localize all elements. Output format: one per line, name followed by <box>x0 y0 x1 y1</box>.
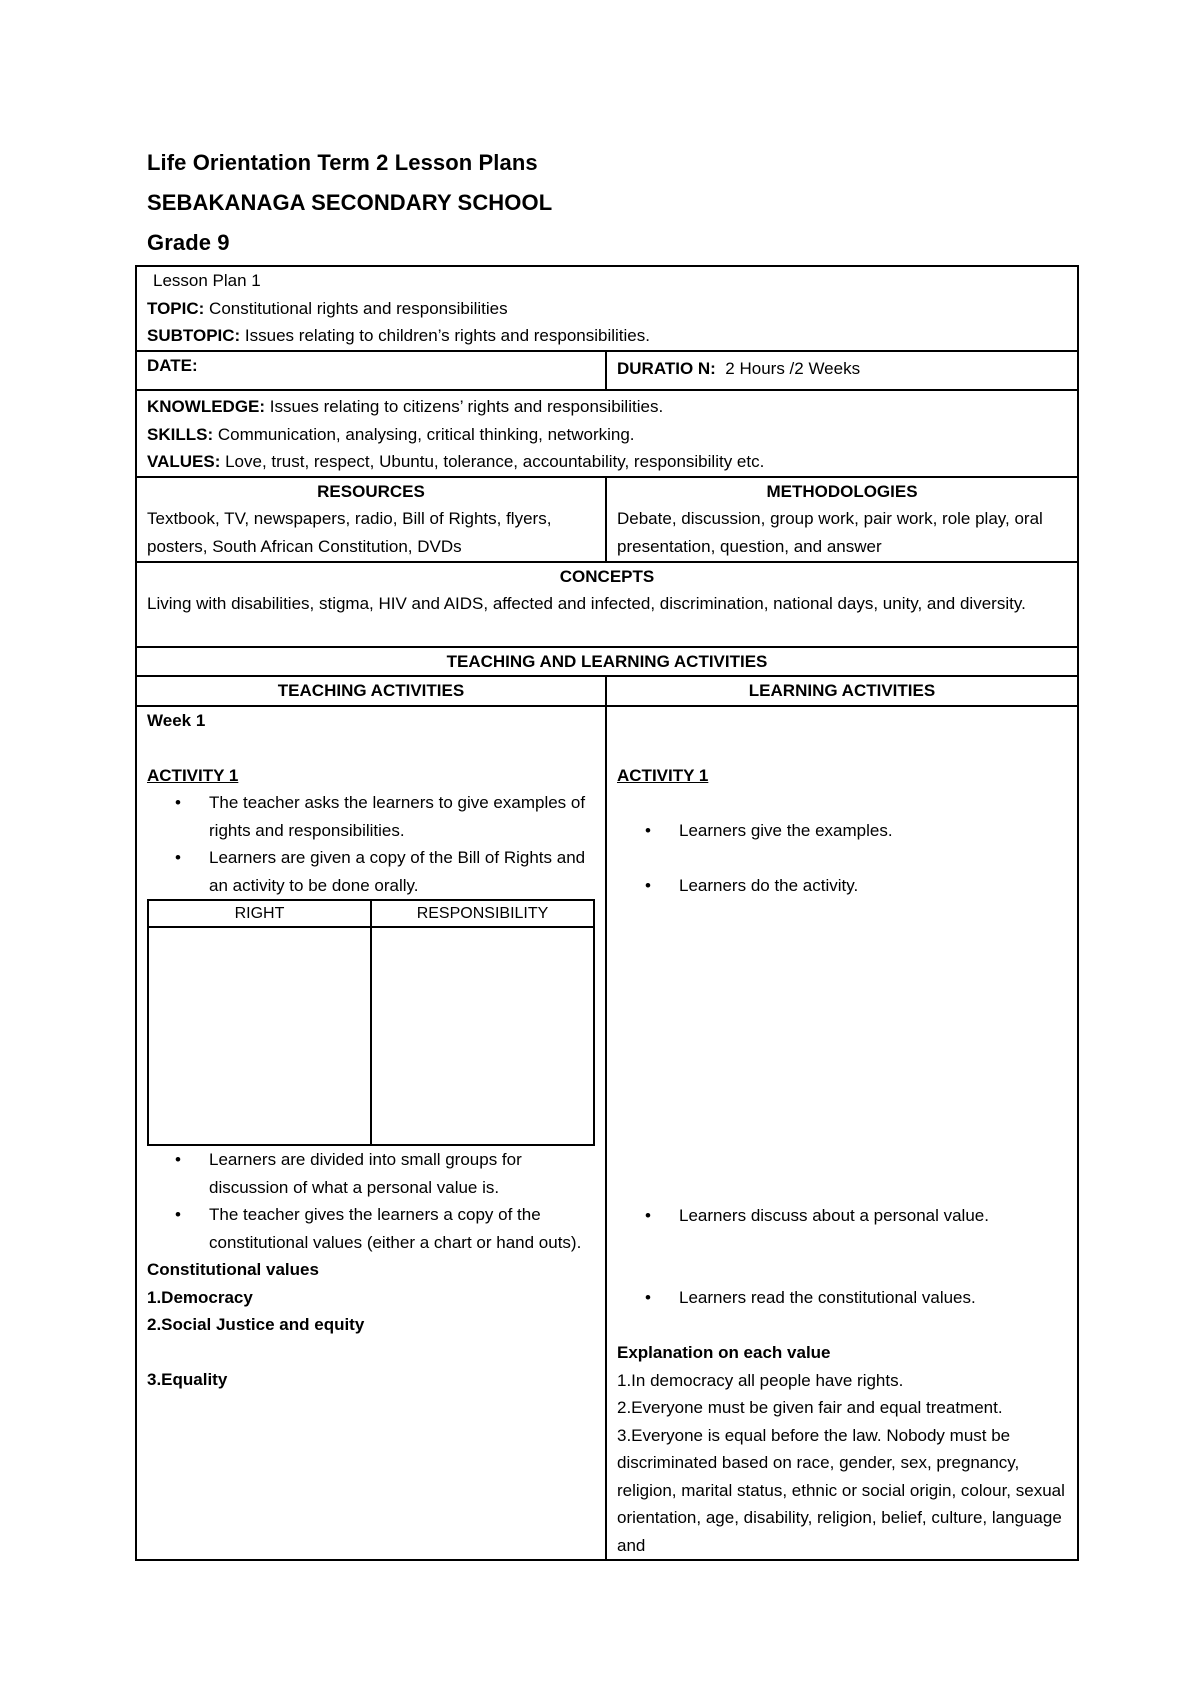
learning-activity-label: ACTIVITY 1 <box>617 765 709 785</box>
learning-bullets-1 <box>617 817 1067 845</box>
responsibility-column-header: RESPONSIBILITY <box>371 900 594 927</box>
list-item: • Learners read the constitutional values. <box>679 1284 1067 1312</box>
skills-label: SKILLS: <box>147 424 214 444</box>
explanation-heading: Explanation on each value <box>617 1343 831 1362</box>
knowledge-row <box>136 390 1078 477</box>
learning-column <box>606 706 1078 1561</box>
learning-bullets-4 <box>617 1284 1067 1312</box>
list-item: • Learners discuss about a personal value. <box>679 1202 1067 1230</box>
resources-heading: RESOURCES <box>317 481 425 501</box>
methodologies-heading: METHODOLOGIES <box>766 481 918 501</box>
subtopic-line <box>147 322 1067 350</box>
value-item: 2.Social Justice and equity <box>147 1315 365 1334</box>
values-label: VALUES: <box>147 452 221 471</box>
values-line <box>147 448 1067 476</box>
school-name: SEBAKANAGA SECONDARY SCHOOL <box>147 190 553 215</box>
explanation-item: 2.Everyone must be given fair and equal treatment. <box>617 1398 1003 1417</box>
topic-line <box>147 295 1067 323</box>
teaching-bullets-1 <box>147 789 595 899</box>
knowledge-line <box>147 393 1067 421</box>
lesson-plan-label: Lesson Plan 1 <box>153 271 261 290</box>
date-row <box>136 351 1078 390</box>
teaching-bullets-2 <box>147 1146 595 1256</box>
learning-bullets-3 <box>617 1202 1067 1230</box>
list-item: • The teacher gives the learners a copy of the constitutional values (either a chart or hand outs). <box>209 1201 595 1256</box>
constitutional-values-heading: Constitutional values <box>147 1260 319 1279</box>
skills-line <box>147 421 1067 449</box>
resources-text: Textbook, TV, newspapers, radio, Bill of Rights, flyers, posters, South African Constitution, DVDs <box>147 509 552 556</box>
subtopic-value: Issues relating to children’s rights and responsibilities. <box>240 326 650 345</box>
explanation-item: 3.Everyone is equal before the law. Nobody must be discriminated based on race, gender, sex, pregnancy, religion, marital status, ethnic or social origin, colour, sexual orientation, age, disability, religion, belief, culture, language and <box>617 1425 1065 1555</box>
document-title: Life Orientation Term 2 Lesson Plans <box>147 150 538 175</box>
resources-row <box>136 477 1078 562</box>
list-item: • Learners are given a copy of the Bill of Rights and an activity to be done orally. <box>209 844 595 899</box>
activities-heading: TEACHING AND LEARNING ACTIVITIES <box>446 651 768 671</box>
concepts-heading: CONCEPTS <box>559 566 655 586</box>
subtopic-label: SUBTOPIC: <box>147 326 241 345</box>
topic-value: Constitutional rights and responsibilities <box>204 298 508 318</box>
concepts-row <box>136 562 1078 647</box>
list-item: • The teacher asks the learners to give examples of rights and responsibilities. <box>209 789 595 844</box>
list-item: • Learners do the activity. <box>679 872 1067 900</box>
responsibility-column-cell <box>371 927 594 1145</box>
teaching-activity-label: ACTIVITY 1 <box>147 765 239 785</box>
teaching-activities-heading: TEACHING ACTIVITIES <box>277 681 465 700</box>
duration-label: DURATIO N: <box>617 359 716 378</box>
concepts-text: Living with disabilities, stigma, HIV and AIDS, affected and infected, discrimination, national days, unity, and diversity. <box>147 594 1026 613</box>
grade-label: Grade 9 <box>147 230 230 255</box>
skills-value: Communication, analysing, critical thinking, networking. <box>213 424 635 444</box>
rights-responsibilities-table <box>147 899 595 1146</box>
list-item: • Learners are divided into small groups for discussion of what a personal value is. <box>209 1146 595 1201</box>
right-column-cell <box>148 927 371 1145</box>
value-item: 3.Equality <box>147 1370 228 1389</box>
activities-heading-row <box>136 647 1078 677</box>
activities-subheading-row <box>136 676 1078 706</box>
date-label: DATE: <box>147 356 198 375</box>
teaching-column <box>136 706 606 1561</box>
knowledge-label: KNOWLEDGE: <box>147 397 266 416</box>
learning-bullets-2 <box>617 872 1067 900</box>
list-item: • Learners give the examples. <box>679 817 1067 845</box>
duration-value: 2 Hours /2 Weeks <box>715 359 861 378</box>
right-column-header: RIGHT <box>148 900 371 927</box>
learning-activities-heading: LEARNING ACTIVITIES <box>748 681 936 700</box>
lesson-plan-table <box>135 265 1079 1561</box>
week-label: Week 1 <box>147 710 206 730</box>
methodologies-text: Debate, discussion, group work, pair work, role play, oral presentation, question, and answer <box>617 509 1043 556</box>
activities-body-row <box>136 706 1078 1561</box>
values-value: Love, trust, respect, Ubuntu, tolerance, accountability, responsibility etc. <box>220 452 765 471</box>
topic-label: TOPIC: <box>147 298 205 318</box>
lesson-row <box>136 266 1078 351</box>
knowledge-value: Issues relating to citizens’ rights and responsibilities. <box>265 397 664 416</box>
value-item: 1.Democracy <box>147 1287 253 1307</box>
explanation-item: 1.In democracy all people have rights. <box>617 1370 904 1390</box>
